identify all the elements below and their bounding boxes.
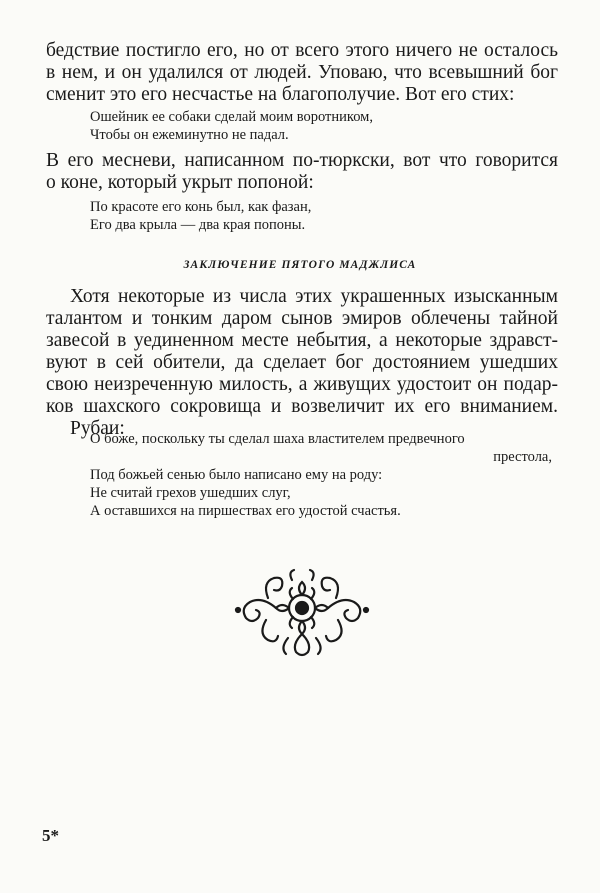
verse-line: А оставшихся на пиршествах его удостой счастья. — [90, 503, 401, 519]
paragraph-2 — [46, 150, 558, 194]
verse-line: Его два крыла — два края попоны. — [90, 217, 306, 233]
text-line: сменит это его несчастье на благополучие. Вот его стих: — [46, 84, 515, 105]
verse-line-continuation: престола, — [493, 449, 552, 465]
section-heading: ЗАКЛЮЧЕНИЕ ПЯТОГО МАДЖЛИСА — [183, 259, 417, 271]
verse-line: Не считай грехов ушедших слуг, — [90, 485, 291, 501]
verse-line: О боже, поскольку ты сделал шаха властителем предвечного — [90, 431, 465, 447]
text-line: свою неизреченную милость, а живущих удостоит он подар- — [46, 374, 558, 395]
text-line: бедствие постигло его, но от всего этого ничего не осталось — [46, 40, 558, 61]
paragraph-1 — [46, 40, 558, 106]
text-line: в нем, и он удалился от людей. Уповаю, что всевышний бог — [46, 62, 558, 83]
text-line: о коне, который укрыт попоной: — [46, 172, 314, 193]
floral-vignette-icon — [232, 568, 372, 660]
text-line: завесой в уединенном месте небытия, а некоторые здравст- — [46, 330, 558, 351]
verse-line: По красоте его конь был, как фазан, — [90, 199, 312, 215]
paragraph-3 — [46, 286, 558, 440]
text-line: вуют в сей обители, да сделает бог достоянием ушедших — [46, 352, 558, 373]
text-line: В его месневи, написанном по-тюркски, вот что говорится — [46, 150, 558, 171]
verse-3 — [90, 430, 556, 520]
text-line: Рубаи: — [70, 418, 125, 439]
verse-2 — [90, 198, 560, 234]
text-line: ков шахского сокровища и возвеличит их его вниманием. — [46, 396, 558, 417]
verse-line: Чтобы он ежеминутно не падал. — [90, 127, 289, 143]
verse-1 — [90, 108, 560, 144]
text-line: талантом и тонким даром сынов эмиров облечены тайной — [46, 308, 558, 329]
verse-line: Под божьей сенью было написано ему на роду: — [90, 467, 383, 483]
text-line: Хотя некоторые из числа этих украшенных изысканным — [70, 286, 558, 307]
page-number: 5* — [42, 826, 59, 845]
verse-line: Ошейник ее собаки сделай моим воротником, — [90, 109, 373, 125]
